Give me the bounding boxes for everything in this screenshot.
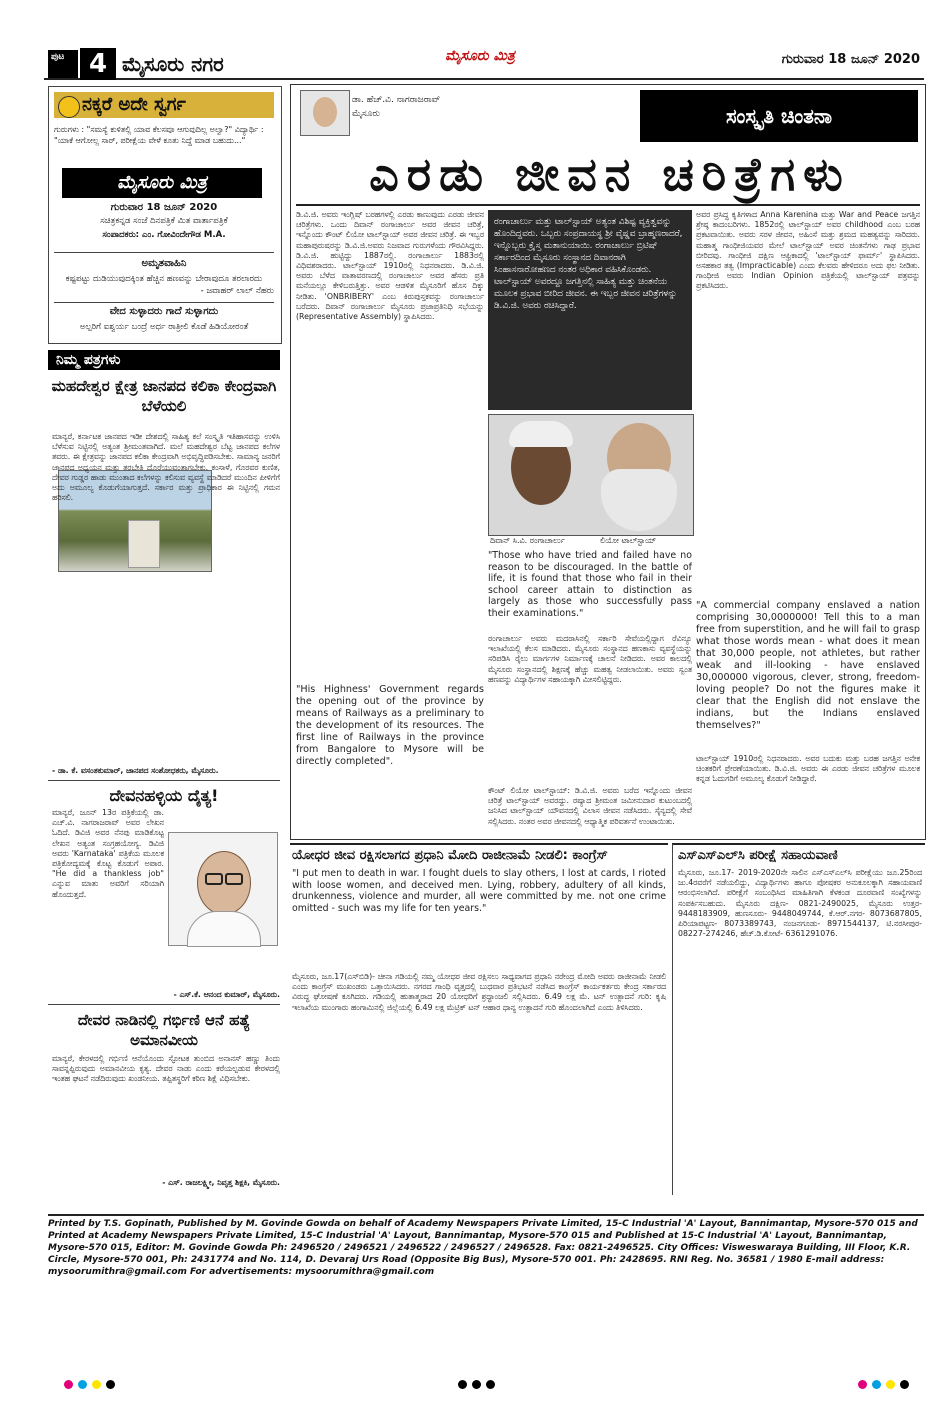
page-label-box [48, 50, 78, 78]
photo-caption-2: ಲಿಯೋ ಟಾಲ್‌ಸ್ಟಾಯ್ [600, 536, 657, 545]
dvg-portrait [168, 832, 278, 946]
quote-3: "I put men to death in war. I fought duels to slay others, I lost at cards, I rioted with loose women, and deceived men. Lying, robbery, adultery of all kinds, drunkenness, violence and murder, all were committed by me. not one crime omitted - such was my life for ten years." [292, 868, 666, 914]
box-line-1: ಸಚಿತ್ರಕನ್ನಡ ಸಂಜೆ ದಿನಪತ್ರಿಕೆ ಮಿತ ವಾರ್ತಾಪತ್ರಿಕೆ [100, 216, 228, 226]
amrutha-title: ಅಮೃತವಾಹಿನಿ [141, 258, 187, 269]
news-1-text: ಮೈಸೂರು, ಜೂ.17(ಎಸ್‌ಬಿಡಿ)- ಚೀನಾ ಗಡಿಯಲ್ಲಿ ನಮ್ಮ ಯೋಧರ ಜೀವ ರಕ್ಷಿಸಲು ಸಾಧ್ಯವಾಗದ ಪ್ರಧಾನಿ ನರೇಂದ್ರ ಮೋದಿ ಅವರು ರಾಜೀನಾಮೆ ನೀಡಲಿ ಎಂದು ಕಾಂಗ್ರೆಸ್ ಮುಖಂಡರು ಒತ್ತಾಯಿಸಿದರು. ನಗರದ ಗಾಂಧಿ ವೃತ್ತದಲ್ಲಿ ಬುಧವಾರ ಪ್ರತಿಭಟನೆ ನಡೆಸಿದ ಕಾಂಗ್ರೆಸ್ ಕಾರ್ಯಕರ್ತರು ಕೇಂದ್ರ ಸರ್ಕಾರದ ವಿರುದ್ಧ ಘೋಷಣೆ ಕೂಗಿದರು. ಗಡಿಯಲ್ಲಿ ಹುತಾತ್ಮರಾದ 20 ಯೋಧರಿಗೆ ಶ್ರದ್ಧಾಂಜಲಿ ಸಲ್ಲಿಸಿದರು. 6.49 ಲಕ್ಷ ಮೆ. ಟನ್ ಉತ್ಪಾದನೆ ಗುರಿ: ಕೃಷಿ ಇಲಾಖೆಯ ಮುಂಗಾರು ಹಂಗಾಮಿನಲ್ಲಿ ಜಿಲ್ಲೆಯಲ್ಲಿ 6.49 ಲಕ್ಷ ಮೆಟ್ರಿಕ್ ಟನ್ ಆಹಾರ ಧಾನ್ಯ ಉತ್ಪಾದನೆ ಗುರಿ ಹೊಂದಲಾಗಿದೆ ಎಂದು ತಿಳಿಸಿದರು. [292, 972, 666, 1012]
footer-imprint: Printed by T.S. Gopinath, Published by M. Govinde Gowda on behalf of Academy Newspapers Private Limited, 15-C Industrial 'A' Layout, Bannimantap, Mysore-570 015 and Printed at Academy Newspapers Private Limited, 15-C Industrial 'A' Layout, Bannimantap, Mysore-570 015 and Published at 15-C Industrial 'A' Layout, Bannimantap, Mysore-570 015, Editor: M. Govinde Gowda Ph: 2496520 / 2496521 / 2496522 / 2496527 / 2496528. Fax: 0821-2496525. City Offices: Visweswaraya Building, III Floor, K.R. Circle, Mysore-570 001, Ph: 2431774 and No. 114, D. Devaraj Urs Road (Opposite Big Bus), Mysore-570 001. Ph: 2428695. RNI Reg. No. 36581 / 1980 E-mail address: mysoorumithra@gmail.com For advertisements: mysoorumithra@gmail.com [48, 1219, 918, 1277]
letter-3-text: ಮಾನ್ಯರೆ, ಕೇರಳದಲ್ಲಿ ಗರ್ಭಿಣಿ ಆನೆಯೊಂದು ಸ್ಫೋಟಕ ತುಂಬಿದ ಅನಾನಸ್ ಹಣ್ಣು ತಿಂದು ಸಾವನ್ನಪ್ಪಿರುವುದು ಅಮಾನವೀಯ ಕೃತ್ಯ. ದೇವರ ನಾಡು ಎಂದು ಕರೆಯಲ್ಪಡುವ ಕೇರಳದಲ್ಲಿ ಇಂತಹ ಘಟನೆ ನಡೆದಿರುವುದು ಖಂಡನೀಯ. ತಪ್ಪಿತಸ್ಥರಿಗೆ ಕಠಿಣ ಶಿಕ್ಷೆ ವಿಧಿಸಬೇಕು. [52, 1054, 280, 1084]
box-line-2: ಸಂಪಾದಕರು: ಎಂ. ಗೋವಿಂದೇಗೌಡ M.A. [102, 230, 226, 240]
news-2-text: ಮೈಸೂರು, ಜೂ.17- 2019-2020ನೇ ಸಾಲಿನ ಎಸ್‌ಎಸ್‌ಎಲ್‌ಸಿ ಪರೀಕ್ಷೆಯು ಜೂ.25ರಿಂದ ಜು.4ರವರೆಗೆ ನಡೆಯಲಿದ್ದು, ವಿದ್ಯಾರ್ಥಿಗಳು ಹಾಗೂ ಪೋಷಕರ ಅನುಕೂಲಕ್ಕಾಗಿ ಸಹಾಯವಾಣಿ ಆರಂಭಿಸಲಾಗಿದೆ. ಪರೀಕ್ಷೆಗೆ ಸಂಬಂಧಿಸಿದ ಮಾಹಿತಿಗಾಗಿ ಕೆಳಕಂಡ ದೂರವಾಣಿ ಸಂಖ್ಯೆಗಳನ್ನು ಸಂಪರ್ಕಿಸಬಹುದು. ಮೈಸೂರು ದಕ್ಷಿಣ- 0821-2490025, ಮೈಸೂರು ಉತ್ತರ- 9448183909, ಹುಣಸೂರು- 9448049744, ಕೆ.ಆರ್.ನಗರ- 8073687805, ಪಿರಿಯಾಪಟ್ಟಣ- 8073389743, ನಂಜನಗೂಡು- 8971544137, ಟಿ.ನರಸೀಪುರ- 08227-274246, ಹೆಚ್.ಡಿ.ಕೋಟೆ- 6361291076. [678, 868, 922, 939]
feature-col-2: ರಂಗಾಚಾರ್ಲು ಅವರು ಮದರಾಸಿನಲ್ಲಿ ಸರ್ಕಾರಿ ಸೇವೆಯಲ್ಲಿದ್ದಾಗ ರೆವಿನ್ಯೂ ಇಲಾಖೆಯಲ್ಲಿ ಕೆಲಸ ಮಾಡಿದರು. ಮೈಸೂರು ಸಂಸ್ಥಾನದ ಹಣಕಾಸು ವ್ಯವಸ್ಥೆಯನ್ನು ಸರಿಪಡಿಸಿ ರೈಲು ಮಾರ್ಗಗಳ ನಿರ್ಮಾಣಕ್ಕೆ ಚಾಲನೆ ನೀಡಿದರು. ಅವರ ಕಾಲದಲ್ಲಿ ಮೈಸೂರು ಸಂಸ್ಥಾನದಲ್ಲಿ ಶಿಕ್ಷಣಕ್ಕೆ ಹೆಚ್ಚು ಮಹತ್ವ ನೀಡಲಾಯಿತು. ಅವರು ಸ್ವಂತ ಹಣವನ್ನು ವಿದ್ಯಾರ್ಥಿಗಳ ಸಹಾಯಕ್ಕಾಗಿ ಮೀಸಲಿಟ್ಟಿದ್ದರು. [488, 634, 692, 684]
box-date: ಗುರುವಾರ 18 ಜೂನ್ 2020 [110, 202, 218, 213]
issue-date: ಗುರುವಾರ 18 ಜೂನ್ 2020 [781, 52, 920, 67]
feature-col-2b: ಕೌಂಟ್ ಲಿಯೋ ಟಾಲ್‌ಸ್ಟಾಯ್: ಡಿ.ವಿ.ಜಿ. ಅವರು ಬರೆದ ಇನ್ನೊಂದು ಜೀವನ ಚರಿತ್ರೆ ಟಾಲ್‌ಸ್ಟಾಯ್ ಅವರದ್ದು. ರಷ್ಯಾದ ಶ್ರೀಮಂತ ಜಮೀನುದಾರ ಕುಟುಂಬದಲ್ಲಿ ಜನಿಸಿದ ಟಾಲ್‌ಸ್ಟಾಯ್ ಯೌವನದಲ್ಲಿ ವಿಲಾಸ ಜೀವನ ನಡೆಸಿದರು. ಸೈನ್ಯದಲ್ಲಿ ಸೇವೆ ಸಲ್ಲಿಸಿದರು. ನಂತರ ಅವರ ಜೀವನದಲ್ಲಿ ಆಧ್ಯಾತ್ಮಿಕ ಪರಿವರ್ತನೆ ಉಂಟಾಯಿತು. [488, 786, 692, 826]
letter-2-title: ದೇವನಹಳ್ಳಿಯ ದೈತ್ಯ! [109, 786, 219, 805]
box-logo: ಮೈಸೂರು ಮಿತ್ರ [62, 168, 262, 198]
amrutha-author: - ಜವಾಹರ್ ಲಾಲ್ ನೆಹರು [200, 286, 274, 296]
quote-4: "A commercial company enslaved a nation comprising 30,0000000! Tell this to a man free from superstition, and he will fail to grasp what those words mean - what does it mean that 30,000 people, not athletes, but rather weak and ill-looking - have enslaved 30,000000 vigorous, clever, strong, freedom-loving people? Do not the figures make it clear that the English did not enslave the indians, but the Indians enslaved themselves?" [696, 600, 920, 750]
smiley-icon [58, 96, 80, 118]
feature-col-1: ಡಿ.ವಿ.ಜಿ. ಅವರು ಇಂಗ್ಲಿಷ್ ಬರಹಗಳಲ್ಲಿ ಎರಡು ಕಾಣುವುದು ಎರಡು ಜೀವನ ಚರಿತ್ರೆಗಳು. ಒಂದು ದಿವಾನ್ ರಂಗಾಚಾರ್ಲು ಅವರ ಜೀವನ ಚರಿತ್ರೆ, ಇನ್ನೊಂದು ಕೌಂಟ್ ಲಿಯೋ ಟಾಲ್‌ಸ್ಟಾಯ್ ಅವರ ಜೀವನ ಚರಿತ್ರೆ. ಈ ಇಬ್ಬರ ಮಹಾಪುರುಷರನ್ನು ಡಿ.ವಿ.ಜಿ.ಅವರು ನಿಜವಾದ ಗುರುಗಳೆಂದು ಗೌರವಿಸಿದ್ದರು. ಡಿ.ವಿ.ಜಿ. ಹುಟ್ಟಿದ್ದು 1887ರಲ್ಲಿ. ರಂಗಾಚಾರ್ಲು 1883ರಲ್ಲಿ ವಿಧಿವಶರಾದರು. ಟಾಲ್‌ಸ್ಟಾಯ್ 1910ರಲ್ಲಿ ನಿಧನರಾದರು. ಡಿ.ವಿ.ಜಿ. ಅವರು ಬೆಳೆದ ವಾತಾವರಣದಲ್ಲಿ ರಂಗಾಚಾರ್ಲು ಅವರ ಹೆಸರು ಪ್ರತಿ ಮನೆಯಲ್ಲೂ ಕೇಳಿಬರುತ್ತಿತ್ತು. ಅವರ ಆಡಳಿತ ಮೈಸೂರಿಗೆ ಹೊಸ ದಿಕ್ಕು ನೀಡಿತು. 'ONBRIBERY' ಎಂಬ ಕಿರುಪುಸ್ತಕವನ್ನು ರಂಗಾಚಾರ್ಲು ಬರೆದರು. ದಿವಾನ್ ರಂಗಾಚಾರ್ಲು ಮೈಸೂರು ಪ್ರಜಾಪ್ರತಿನಿಧಿ ಸಭೆಯನ್ನು (Representative Assembly) ಸ್ಥಾಪಿಸಿದರು. [296, 210, 484, 322]
column-title: ಸಂಸ್ಕೃತಿ ಚಿಂತನಾ [640, 90, 918, 142]
letter-1-sign: - ಡಾ. ಕೆ. ವಸಂತಕುಮಾರ್, ಜಾನಪದ ಸಂಶೋಧಕರು, ಮೈಸೂರು. [52, 766, 219, 775]
proverb-title: ವೇದ ಸುಳ್ಳಾದರು ಗಾದೆ ಸುಳ್ಳಾಗದು [109, 306, 219, 317]
divider [54, 252, 274, 253]
registration-marks [48, 1380, 924, 1392]
letters-heading: ನಿಮ್ಮ ಪತ್ರಗಳು [48, 350, 280, 370]
byline-name: ಡಾ. ಹೆಚ್.ವಿ. ನಾಗರಾಜರಾವ್ [352, 95, 441, 105]
humor-title: ನಕ್ಕರೆ ಅದೇ ಸ್ವರ್ಗ [54, 92, 274, 118]
news-1-title: ಯೋಧರ ಜೀವ ರಕ್ಷಿಸಲಾಗದ ಪ್ರಧಾನಿ ಮೋದಿ ರಾಜೀನಾಮೆ ನೀಡಲಿ: ಕಾಂಗ್ರೆಸ್ [292, 848, 608, 863]
byline-place: ಮೈಸೂರು [352, 109, 380, 119]
letter-1-text: ಮಾನ್ಯರೆ, ಕರ್ನಾಟಕ ಜಾನಪದ ಇಡೀ ದೇಶದಲ್ಲಿ ಸಾಹಿತ್ಯ ಕಲೆ ಸಂಸ್ಕೃತಿ ಇತಿಹಾಸವನ್ನು ಉಳಿಸಿ ಬೆಳೆಸುವ ನಿಟ್ಟಿನಲ್ಲಿ ಅತ್ಯಂತ ಶ್ರೀಮಂತವಾಗಿದೆ. ಮಲೆ ಮಹದೇಶ್ವರ ಬೆಟ್ಟ ಜಾನಪದ ಕಲೆಗಳ ತವರು. ಈ ಕ್ಷೇತ್ರವನ್ನು ಜಾನಪದ ಕಲಿಕಾ ಕೇಂದ್ರವಾಗಿ ಅಭಿವೃದ್ಧಿಪಡಿಸಬೇಕು. ಸಾಮಾನ್ಯ ಜನರಿಗೆ ಜಾನಪದ ಅಧ್ಯಯನ ಮತ್ತು ತರಬೇತಿ ದೊರೆಯುವಂತಾಗಬೇಕು. ಕಂಸಾಳೆ, ಗೊರವರ ಕುಣಿತ, ದೇವರ ಗುಡ್ಡರ ಹಾಡು ಮುಂತಾದ ಕಲೆಗಳನ್ನು ಕಲಿಸುವ ವ್ಯವಸ್ಥೆ ಮಾಡಿದರೆ ಮುಂದಿನ ಪೀಳಿಗೆಗೆ ಅದು ಅಮೂಲ್ಯ ಕೊಡುಗೆಯಾಗುತ್ತದೆ. ಸರ್ಕಾರ ಮತ್ತು ಪ್ರಾಧಿಕಾರ ಈ ನಿಟ್ಟಿನಲ್ಲಿ ಗಮನ ಹರಿಸಲಿ. [52, 432, 280, 503]
page-number: 4 [80, 48, 116, 80]
divider [296, 204, 920, 206]
divider [48, 1004, 280, 1005]
amrutha-text: ಕಷ್ಟಪಟ್ಟು ದುಡಿಯುವುದಕ್ಕಿಂತ ಹೆಚ್ಚಿನ ಹಣವನ್ನು ಬೇರಾವುದೂ ತರಲಾರದು [65, 274, 263, 284]
newspaper-logo: ಮೈಸೂರು ಮಿತ್ರ [445, 48, 515, 64]
portraits-photo [488, 414, 694, 536]
letter-3-title: ದೇವರ ನಾಡಿನಲ್ಲಿ ಗರ್ಭಿಣಿ ಆನೆ ಹತ್ಯೆ ಅಮಾನವೀಯ [77, 1011, 251, 1049]
footer-rule [48, 1214, 924, 1216]
divider [48, 780, 280, 781]
quote-2: "Those who have tried and failed have no reason to be discouraged. In the battle of life, it is found that those who fail in their school career attain to distinction as largely as those who successfully pass their examinations." [488, 550, 692, 619]
author-photo [300, 90, 350, 136]
section-title: ಮೈಸೂರು ನಗರ [122, 52, 224, 76]
letter-3-sign: - ಎಸ್. ರಾಜಲಕ್ಷ್ಮೀ, ನಿವೃತ್ತ ಶಿಕ್ಷಕಿ, ಮೈಸೂರು. [162, 1178, 280, 1187]
headline: ಎರಡು ಜೀವನ ಚರಿತ್ರೆಗಳು [369, 147, 851, 201]
letter-2-text: ಮಾನ್ಯರೆ, ಜೂನ್ 13ರ ಪತ್ರಿಕೆಯಲ್ಲಿ ಡಾ. ಎಚ್.ವಿ. ನಾಗರಾಜರಾವ್ ಅವರ ಲೇಖನ ಓದಿದೆ. ಡಿವಿಜಿ ಅವರ ನೆನಪು ಮಾಡಿಕೊಟ್ಟ ಲೇಖನ ಅತ್ಯಂತ ಸಂಗ್ರಹಯೋಗ್ಯ. ಡಿವಿಜಿ ಅವರು 'Karnataka' ಪತ್ರಿಕೆಯ ಮೂಲಕ ಪತ್ರಿಕೋದ್ಯಮಕ್ಕೆ ಕೊಟ್ಟ ಕೊಡುಗೆ ಅಪಾರ. "He did a thankless job" ಎನ್ನುವ ಮಾತು ಅವರಿಗೆ ಸರಿಯಾಗಿ ಹೊಂದುತ್ತದೆ. [52, 808, 164, 899]
photo-caption-1: ದಿವಾನ್ ಸಿ.ವಿ. ರಂಗಾಚಾರ್ಲು [490, 536, 565, 545]
feature-col-3b: ಟಾಲ್‌ಸ್ಟಾಯ್ 1910ರಲ್ಲಿ ನಿಧನರಾದರು. ಅವರ ಬದುಕು ಮತ್ತು ಬರಹ ಜಗತ್ತಿನ ಅನೇಕ ಚಿಂತಕರಿಗೆ ಪ್ರೇರಣೆಯಾಯಿತು. ಡಿ.ವಿ.ಜಿ. ಅವರು ಈ ಎರಡು ಜೀವನ ಚರಿತ್ರೆಗಳ ಮೂಲಕ ಕನ್ನಡ ಓದುಗರಿಗೆ ಅಮೂಲ್ಯ ಕೊಡುಗೆ ನೀಡಿದ್ದಾರೆ. [696, 754, 920, 784]
feature-col-3: ಅವರ ಪ್ರಸಿದ್ಧ ಕೃತಿಗಳಾದ Anna Karenina ಮತ್ತು War and Peace ಜಗತ್ತಿನ ಶ್ರೇಷ್ಠ ಕಾದಂಬರಿಗಳು. 1852ರಲ್ಲಿ ಟಾಲ್‌ಸ್ಟಾಯ್ ಅವರ childhood ಎಂಬ ಬರಹ ಪ್ರಕಟವಾಯಿತು. ಅವರು ಸರಳ ಜೀವನ, ಅಹಿಂಸೆ ಮತ್ತು ಶ್ರಮದ ಮಹತ್ವವನ್ನು ಸಾರಿದರು. ಮಹಾತ್ಮ ಗಾಂಧೀಜಿಯವರ ಮೇಲೆ ಟಾಲ್‌ಸ್ಟಾಯ್ ಅವರ ಚಿಂತನೆಗಳು ಗಾಢ ಪ್ರಭಾವ ಬೀರಿದವು. ಗಾಂಧೀಜಿ ದಕ್ಷಿಣ ಆಫ್ರಿಕಾದಲ್ಲಿ 'ಟಾಲ್‌ಸ್ಟಾಯ್ ಫಾರ್ಮ್' ಸ್ಥಾಪಿಸಿದರು. ಅಸಹಕಾರ ತತ್ವ (Impracticable) ಎಂದು ಕೆಲವರು ಹೇಳಿದರೂ ಅದು ಫಲ ನೀಡಿತು. ಗಾಂಧೀಜಿ ಅವರು Indian Opinion ಪತ್ರಿಕೆಯಲ್ಲಿ ಟಾಲ್‌ಸ್ಟಾಯ್ ಪತ್ರವನ್ನು ಪ್ರಕಟಿಸಿದರು. [696, 210, 920, 291]
divider [54, 302, 274, 303]
letter-1-title: ಮಹದೇಶ್ವರ ಕ್ಷೇತ್ರ ಜಾನಪದ ಕಲಿಕಾ ಕೇಂದ್ರವಾಗಿ ಬೆಳೆಯಲಿ [51, 377, 277, 415]
intro-box: ರಂಗಾಚಾರ್ಲು ಮತ್ತು ಟಾಲ್‌ಸ್ಟಾಯ್ ಅತ್ಯಂತ ವಿಶಿಷ್ಟ ವ್ಯಕ್ತಿತ್ವವನ್ನು ಹೊಂದಿದ್ದವರು. ಒಬ್ಬರು ಸಂಪ್ರದಾಯಸ್ಥ ಶ್ರೀ ವೈಷ್ಣವ ಬ್ರಾಹ್ಮಣರಾದರೆ, ಇನ್ನೊಬ್ಬರು ಕ್ರೈಸ್ತ ಮತಾನುಯಾಯಿ. ರಂಗಾಚಾರ್ಲು ಬ್ರಿಟಿಷ್ ಸರ್ಕಾರದಿಂದ ಮೈಸೂರು ಸಂಸ್ಥಾನದ ದಿವಾನರಾಗಿ ಸಿಂಹಾಸನಾರೋಹಣದ ನಂತರ ಅಧಿಕಾರ ವಹಿಸಿಕೊಂಡರು. ಟಾಲ್‌ಸ್ಟಾಯ್ ಅವರದ್ದೂ ಜಗತ್ತಿನಲ್ಲಿ ಸಾಹಿತ್ಯ ಮತ್ತು ಚಿಂತನೆಯ ಮೂಲಕ ಪ್ರಭಾವ ಬೀರಿದ ಜೀವನ. ಈ ಇಬ್ಬರ ಜೀವನ ಚರಿತ್ರೆಗಳನ್ನು ಡಿ.ವಿ.ಜಿ. ಅವರು ರಚಿಸಿದ್ದಾರೆ. [488, 210, 692, 410]
quote-1: "His Highness' Government regards the opening out of the province by means of Railways as a preliminary to the development of its resources. The first line of Railways in the province from Bangalore to Mysore will be directly completed". [296, 684, 484, 767]
letter-2-sign: - ಎಸ್.ಕೆ. ಆನಂದ ಕುಮಾರ್, ಮೈಸೂರು. [173, 990, 280, 999]
news-2-title: ಎಸ್‌ಎಸ್‌ಎಲ್‌ಸಿ ಪರೀಕ್ಷೆ ಸಹಾಯವಾಣಿ [678, 848, 838, 863]
humor-text: ಗುರುಗಳು : "ಸಮಸ್ಯೆ ಕುಳಿತಲ್ಲಿ ಯಾವ ಕೆಲಸವೂ ಆಗುವುದಿಲ್ಲ ಅಲ್ವಾ?" ವಿದ್ಯಾರ್ಥಿ : "ಯಾಕೆ ಆಗೋಲ್ಲ ಸಾರ್, ಪರೀಕ್ಷೆಯ ವೇಳೆ ಕೂತು ನಿದ್ದೆ ಮಾಡ ಬಹುದು..." [54, 125, 264, 145]
proverb-text: ಅಲ್ಪರಿಗೆ ಐಶ್ವರ್ಯ ಬಂದ್ರೆ ಅರ್ಧ ರಾತ್ರೀಲಿ ಕೊಡೆ ಹಿಡಿಯೋರಂತೆ [79, 322, 249, 332]
page-label: ಪುಟ [51, 52, 65, 62]
